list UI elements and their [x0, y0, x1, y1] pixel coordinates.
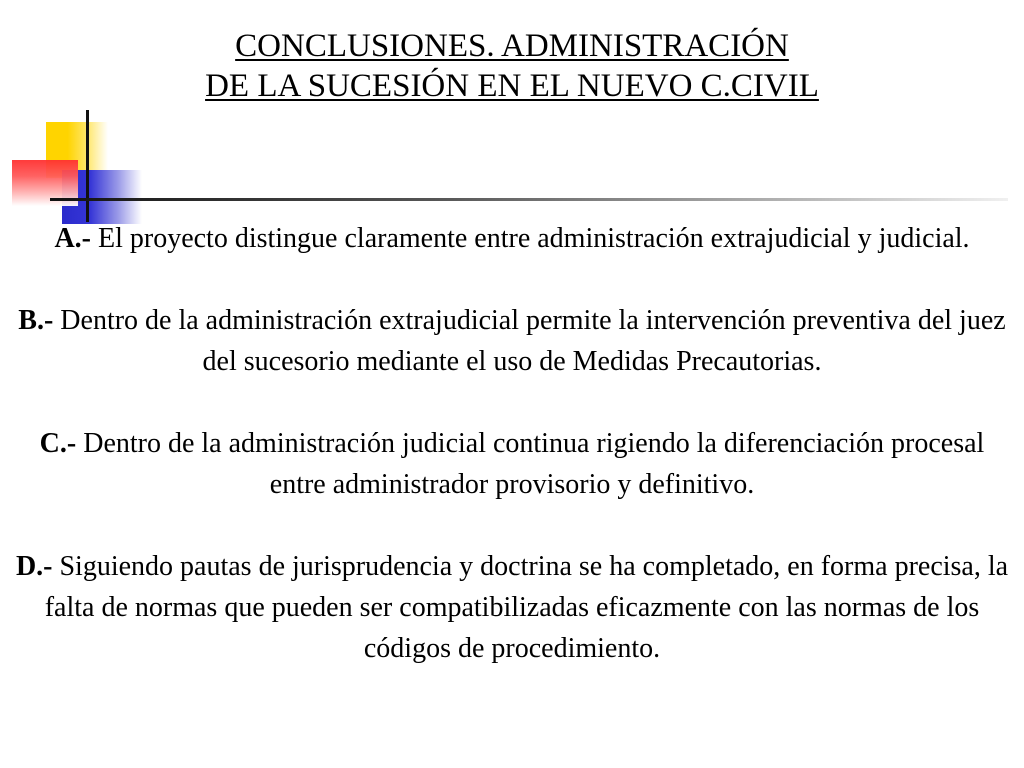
item-text: Siguiendo pautas de jurisprudencia y doctrina se ha completado, en forma precisa, la falta de normas que pueden ser compatibilizadas eficazmente con las normas de los códigos de procedimiento. [44, 551, 1009, 664]
slide-title-line-2: DE LA SUCESIÓN EN EL NUEVO C.CIVIL [205, 68, 819, 104]
item-text: Dentro de la administración extrajudicial permite la intervención preventiva del juez del sucesorio mediante el uso de Medidas Precautorias. [53, 305, 1006, 377]
item-marker: C.- [39, 428, 77, 459]
item-marker: A.- [54, 223, 91, 254]
conclusion-item-d [14, 546, 1010, 669]
conclusion-item-c [14, 423, 1010, 505]
item-text: Dentro de la administración judicial continua rigiendo la diferenciación procesal entre administrador provisorio y definitivo. [76, 428, 985, 500]
conclusion-item-a [14, 218, 1010, 259]
decorative-vertical-line [86, 110, 89, 222]
conclusion-item-b [14, 300, 1010, 382]
decorative-horizontal-rule [50, 198, 1008, 201]
slide-title-line-1: CONCLUSIONES. ADMINISTRACIÓN [235, 28, 789, 64]
slide-title [40, 26, 984, 106]
item-marker: D.- [15, 551, 53, 582]
conclusions-list [14, 218, 1010, 669]
item-text: El proyecto distingue claramente entre administración extrajudicial y judicial. [90, 223, 970, 254]
item-marker: B.- [18, 305, 54, 336]
